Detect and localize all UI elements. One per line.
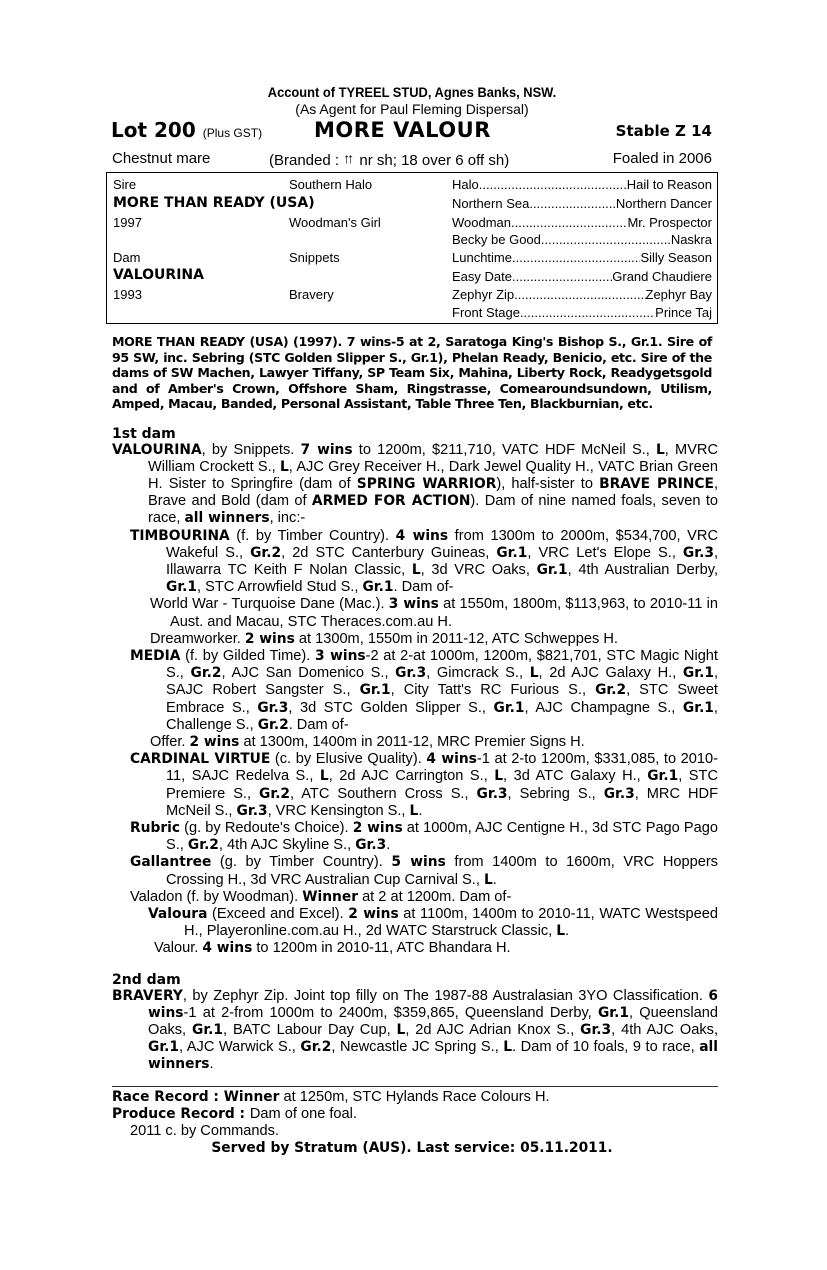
palm-tree-brand-icon: ↑↑: [343, 150, 352, 166]
grand-progeny-valoura: Valoura (Exceed and Excel). 2 wins at 1100m, 1400m to 2010-11, WATC Westspeed H., Playeronline.com.au H., 2d WATC Starstruck Classic, L.: [148, 905, 718, 940]
produce-record: Produce Record : Dam of one foal.: [112, 1105, 357, 1122]
great-grandparent-row: Becky be Good ..... Naskra: [452, 232, 712, 247]
colour-sex: Chestnut mare: [112, 150, 211, 167]
sire-label: Sire: [113, 177, 137, 192]
plus-gst: (Plus GST): [202, 126, 263, 140]
horse-name: MORE VALOUR: [314, 118, 491, 142]
great-grandparent-row: Woodman ..... Mr. Prospector: [452, 215, 712, 230]
great-grandparent-row: Easy Date ..... Grand Chaudiere: [452, 269, 712, 284]
grand-progeny-dreamworker: Dreamworker. 2 wins at 1300m, 1550m in 2011-12, ATC Schweppes H.: [150, 630, 618, 647]
served-by: Served by Stratum (AUS). Last service: 05.11.2011.: [211, 1140, 613, 1157]
grandparent: Woodman's Girl: [289, 215, 381, 230]
grand-progeny-offer: Offer. 2 wins at 1300m, 1400m in 2011-12, MRC Premier Signs H.: [150, 733, 585, 750]
race-record: Race Record : Winner at 1250m, STC Hylands Race Colours H.: [112, 1088, 550, 1105]
lot-number: Lot 200 (Plus GST): [111, 118, 263, 142]
progeny-timbourina: TIMBOURINA (f. by Timber Country). 4 wins from 1300m to 2000m, $534,700, VRC Wakeful S., Gr.2, 2d STC Canterbury Guineas, Gr.1, VRC Let's Elope S., Gr.3, Illawarra TC Keith F Nolan Classic, L, 3d VRC Oaks, Gr.1, 4th Australian Derby, Gr.1, STC Arrowfield Stud S., Gr.1. Dam of-: [130, 527, 719, 596]
stable-number: Stable Z 14: [615, 122, 712, 140]
great-grandparent-row: Zephyr Zip ..... Zephyr Bay: [452, 287, 712, 302]
progeny-media: MEDIA (f. by Gilded Time). 3 wins-2 at 2-at 1000m, 1200m, $821,701, STC Magic Night S., Gr.2, AJC San Domenico S., Gr.3, Gimcrack S., L, 2d AJC Galaxy H., Gr.1, SAJC Robert Sangster S., Gr.1, City Tatt's RC Furious S., Gr.2, STC Sweet Embrace S., Gr.3, 3d STC Golden Slipper S., Gr.1, AJC Champagne S., Gr.1, Challenge S., Gr.2. Dam of-: [130, 647, 718, 733]
brand-info: (Branded : ↑↑ nr sh; 18 over 6 off sh): [269, 150, 510, 169]
description-row: [106, 144, 718, 170]
great-grandparent-row: Front Stage ..... Prince Taj: [452, 305, 712, 320]
first-dam-heading: 1st dam: [112, 425, 176, 442]
great-grandparent-row: Halo ..... Hail to Reason: [452, 177, 712, 192]
foal-line: 2011 c. by Commands.: [130, 1123, 279, 1140]
second-dam-entry: BRAVERY, by Zephyr Zip. Joint top filly on The 1987-88 Australasian 3YO Classification. 6 wins-1 at 2-from 1000m to 2400m, $359,865, Queensland Derby, Gr.1, Queensland Oaks, Gr.1, BATC Labour Day Cup, L, 2d AJC Adrian Knox S., Gr.3, 4th AJC Oaks, Gr.1, AJC Warwick S., Gr.2, Newcastle JC Spring S., L. Dam of 10 foals, 9 to race, all winners.: [112, 987, 719, 1073]
progeny-cardinal-virtue: CARDINAL VIRTUE (c. by Elusive Quality). 4 wins-1 at 2-to 1200m, $331,085, to 2010-11, SAJC Redelva S., L, 2d AJC Carrington S., L, 3d ATC Galaxy H., Gr.1, STC Premiere S., Gr.2, ATC Southern Cross S., Gr.3, Sebring S., Gr.3, MRC HDF McNeil S., Gr.3, VRC Kensington S., L.: [130, 751, 719, 819]
progeny-valadon: Valadon (f. by Woodman). Winner at 2 at 1200m. Dam of-: [130, 888, 512, 905]
sire-summary: MORE THAN READY (USA) (1997). 7 wins-5 at 2, Saratoga King's Bishop S., Gr.1. Sire of 95 SW, inc. Sebring (STC Golden Slipper S., Gr.1), Phelan Ready, Benicio, etc. Sire of the dams of SW Machen, Lawyer Tiffany, SP Team Six, Mahina, Liberty Rock, Readygetsgold and of Amber's Crown, Offshore Sham, Ringstrasse, Comearoundsundown, Utilism, Amped, Macau, Banded, Personal Assistant, Table Three Ten, Blackburnian, etc.: [112, 334, 712, 411]
first-dam-entry: VALOURINA, by Snippets. 7 wins to 1200m, $211,710, VATC HDF McNeil S., L, MVRC William Crockett S., L, AJC Grey Receiver H., Dark Jewel Quality H., VATC Brian Green H. Sister to Springfire (dam of SPRING WARRIOR), half-sister to BRAVE PRINCE, Brave and Bold (dam of ARMED FOR ACTION). Dam of nine named foals, seven to race, all winners, inc:-: [112, 441, 719, 527]
grand-progeny-world-war: World War - Turquoise Dane (Mac.). 3 wins at 1550m, 1800m, $113,963, to 2010-11 in Aust. and Macau, STC Theraces.com.au H.: [150, 596, 718, 630]
foaled-year: Foaled in 2006: [612, 150, 712, 167]
great-grandparent-row: Northern Sea ..... Northern Dancer: [452, 196, 712, 211]
grandparent: Southern Halo: [289, 177, 373, 192]
sire-name: MORE THAN READY (USA): [113, 195, 315, 211]
progeny-gallantree: Gallantree (g. by Timber Country). 5 wins from 1400m to 1600m, VRC Hoppers Crossing H., 3d VRC Australian Cup Carnival S., L.: [130, 854, 718, 888]
sire-year: 1997: [113, 215, 142, 230]
second-dam-heading: 2nd dam: [112, 971, 181, 988]
vendor-agent: (As Agent for Paul Fleming Dispersal): [295, 101, 529, 117]
grandparent: Snippets: [289, 250, 340, 265]
great-grandparent-row: Lunchtime ..... Silly Season: [452, 250, 712, 265]
pedigree-table: [106, 172, 718, 324]
lot-row: [106, 118, 718, 144]
catalogue-page: [106, 84, 718, 1157]
divider: [112, 1086, 718, 1087]
dam-year: 1993: [113, 287, 142, 302]
vendor-account: Account of TYREEL STUD, Agnes Banks, NSW.: [267, 84, 557, 100]
progeny-valour: Valour. 4 wins to 1200m in 2010-11, ATC Bhandara H.: [154, 940, 511, 957]
progeny-rubric: Rubric (g. by Redoute's Choice). 2 wins at 1000m, AJC Centigne H., 3d STC Pago Pago S., Gr.2, 4th AJC Skyline S., Gr.3.: [130, 819, 718, 854]
dam-label: Dam: [113, 250, 141, 265]
grandparent: Bravery: [289, 287, 334, 302]
dam-name: VALOURINA: [113, 267, 204, 283]
